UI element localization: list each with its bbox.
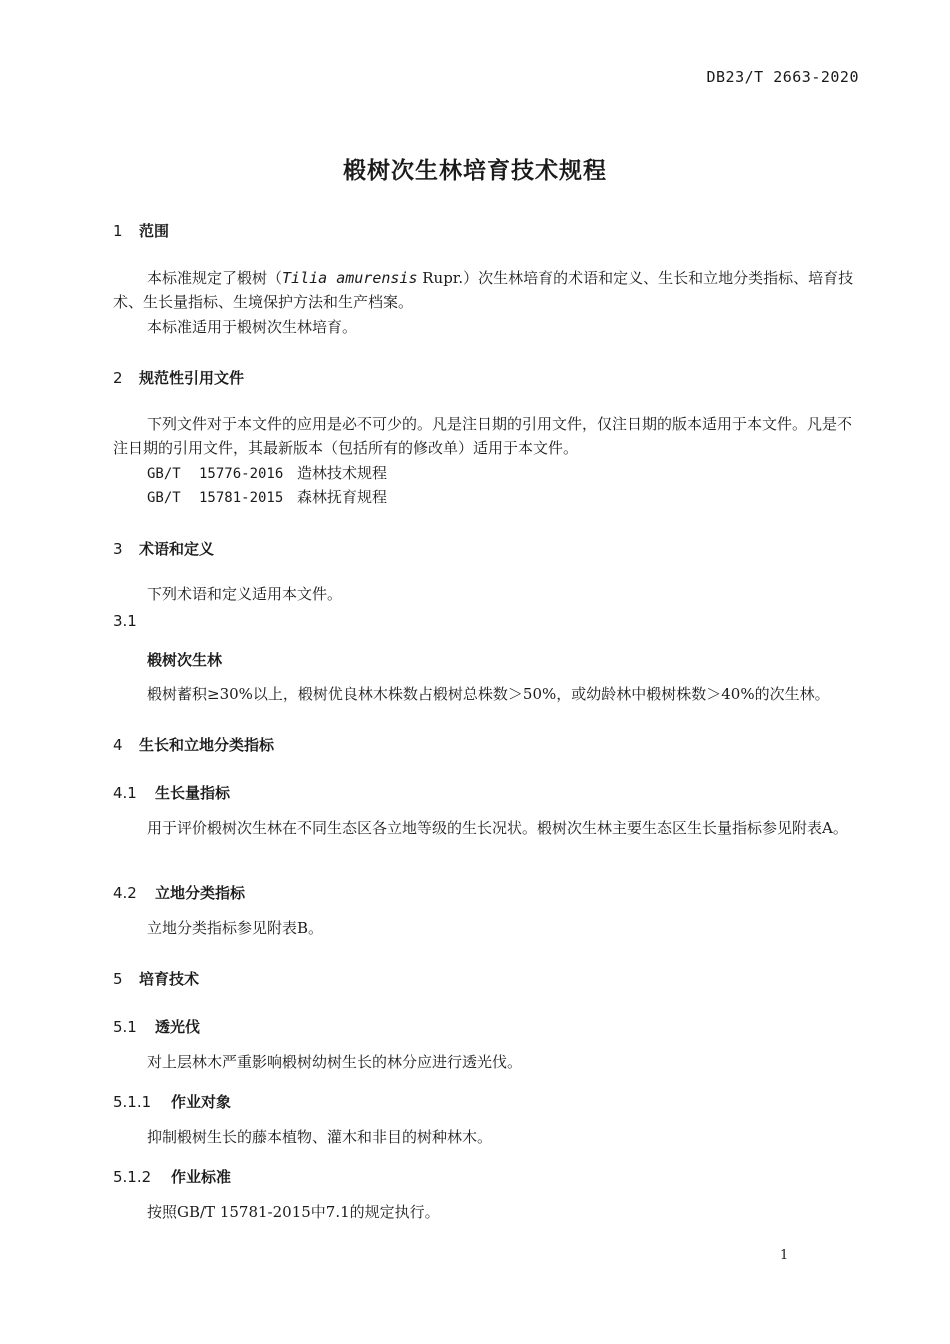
subsection-label: 立地分类指标 — [155, 884, 246, 902]
reference-item — [147, 485, 387, 510]
reference-item — [147, 461, 387, 486]
subsection-heading-5-1 — [113, 1016, 200, 1037]
section-number: 3 — [113, 540, 123, 558]
release-cutting-paragraph: 对上层林木严重影响椴树幼树生长的林分应进行透光伐。 — [147, 1053, 523, 1071]
scope-text-start: 本标准规定了椴树（ — [147, 269, 283, 287]
reference-prefix: GB/T — [147, 490, 181, 506]
subsection-heading-4-1 — [113, 782, 230, 803]
section-heading-3 — [113, 538, 214, 559]
section-number: 4 — [113, 736, 123, 754]
subsection-number: 5.1.1 — [113, 1093, 152, 1111]
subsection-number: 5.1 — [113, 1018, 137, 1036]
reference-title: 造林技术规程 — [297, 464, 388, 482]
section-label: 生长和立地分类指标 — [139, 736, 275, 754]
section-heading-4 — [113, 734, 274, 755]
subsection-label: 作业标准 — [171, 1168, 232, 1186]
term-number: 3.1 — [113, 612, 137, 630]
operation-object-paragraph: 抑制椴树生长的藤本植物、灌木和非目的树种林木。 — [147, 1128, 493, 1146]
reference-number: 15776-2016 — [199, 466, 284, 482]
terms-intro: 下列术语和定义适用本文件。 — [147, 585, 343, 603]
section-label: 范围 — [139, 222, 170, 240]
growth-index-paragraph: 用于评价椴树次生林在不同生态区各立地等级的生长况状。椴树次生林主要生态区生长量指标参见附表A。 — [147, 819, 848, 837]
scope-text-end: Rupr.）次生林培育的术语和定义、生长和立地分类指标、培育技术、生长量指标、生境保护方法和生产档案。 — [113, 269, 854, 311]
subsection-label: 生长量指标 — [155, 784, 231, 802]
scope-applicability: 本标准适用于椴树次生林培育。 — [147, 318, 358, 336]
subsection-number: 5.1.2 — [113, 1168, 152, 1186]
section-heading-5 — [113, 968, 199, 989]
subsection-label: 透光伐 — [155, 1018, 201, 1036]
section-label: 培育技术 — [139, 970, 200, 988]
term-definition: 椴树蓄积≥30%以上，椴树优良林木株数占椴树总株数＞50%，或幼龄林中椴树株数＞40%的次生林。 — [147, 685, 830, 703]
subsection-heading-4-2 — [113, 882, 245, 903]
operation-standard-paragraph: 按照GB/T 15781-2015中7.1的规定执行。 — [147, 1203, 440, 1221]
subsection-heading-5-1-1 — [113, 1091, 231, 1112]
reference-prefix: GB/T — [147, 466, 181, 482]
section-number: 1 — [113, 222, 123, 240]
document-title: 椴树次生林培育技术规程 — [343, 158, 607, 184]
reference-number: 15781-2015 — [199, 490, 284, 506]
standard-number: DB23/T 2663-2020 — [706, 68, 859, 86]
subsection-label: 作业对象 — [171, 1093, 232, 1111]
normative-references-paragraph: 下列文件对于本文件的应用是必不可少的。凡是注日期的引用文件，仅注日期的版本适用于本文件。凡是不注日期的引用文件，其最新版本（包括所有的修改单）适用于本文件。 — [113, 415, 853, 457]
subsection-number: 4.1 — [113, 784, 137, 802]
term-name: 椴树次生林 — [147, 651, 223, 669]
section-heading-2 — [113, 367, 244, 388]
latin-name: Tilia amurensis — [282, 269, 418, 287]
section-heading-1 — [113, 220, 169, 241]
section-number: 5 — [113, 970, 123, 988]
subsection-heading-5-1-2 — [113, 1166, 231, 1187]
site-index-paragraph: 立地分类指标参见附表B。 — [147, 919, 324, 937]
section-number: 2 — [113, 369, 123, 387]
section-label: 规范性引用文件 — [139, 369, 245, 387]
section-label: 术语和定义 — [139, 540, 215, 558]
reference-title: 森林抚育规程 — [297, 488, 388, 506]
scope-paragraph — [113, 266, 863, 314]
subsection-number: 4.2 — [113, 884, 137, 902]
page-number: 1 — [780, 1248, 789, 1263]
